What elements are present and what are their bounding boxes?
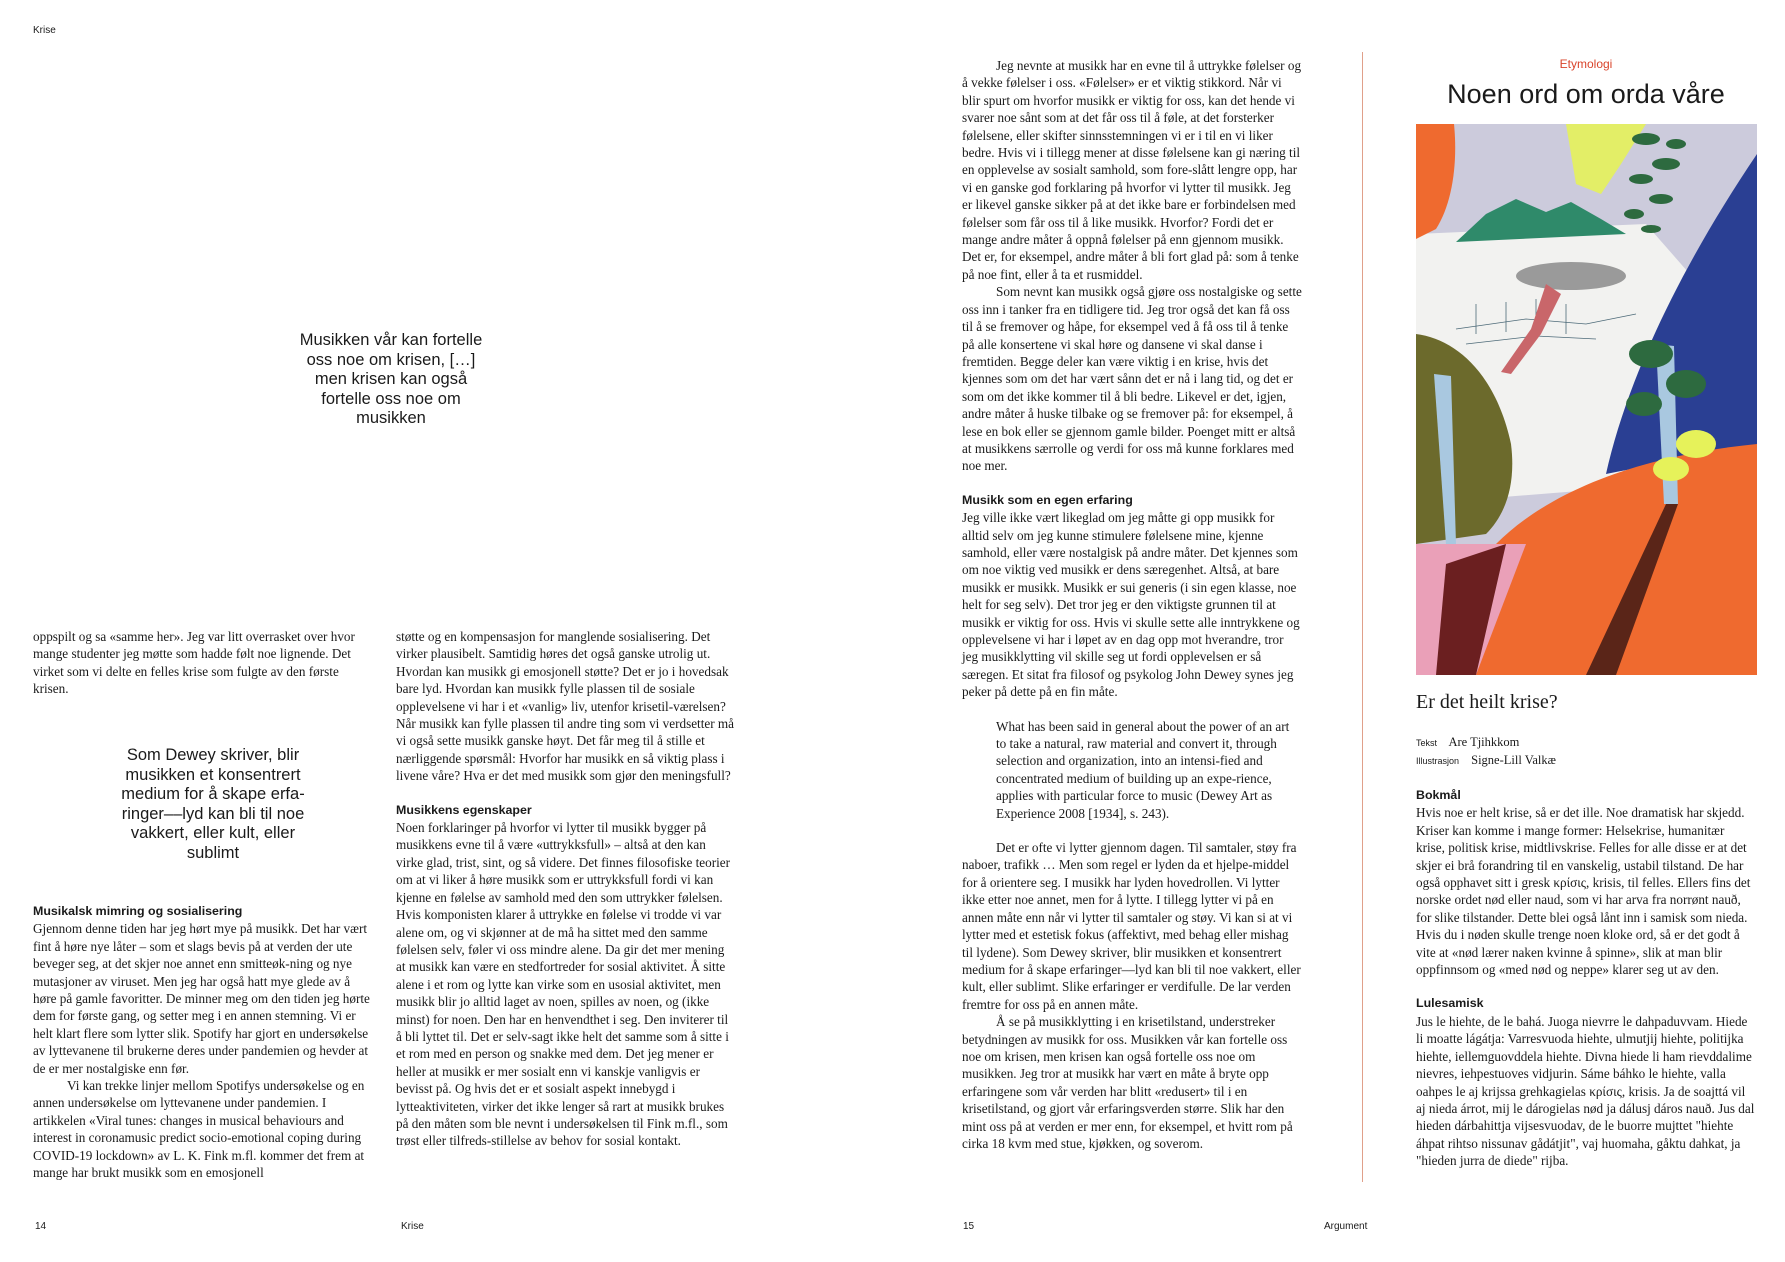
credit-name: Are Tjihkkom <box>1448 735 1520 749</box>
paragraph: Jeg ville ikke vært likeglad om jeg måtte gi opp musikk for alltid selv om jeg kunne stimulere følelsene mine, kjenne samhold, eller være nostalgisk på andre måter. Det kjennes som om noe viktig ved musikk er dens særegenhet. Altså, at bare musikk er musikk. Musikk er sui generis (i sin egen klasse, noe helt for seg selv). Det tror jeg er den viktigste grunnen til at musikk er viktig for oss. Hvis vi skulle sette alle inntrykkene og opplevelsene vi har i løpet av en dag opp mot hverandre, tror jeg musikklytting vil skille seg ut fordi opplevelsen er så særegen. Et sitat fra filosof og psykolog John Dewey synes jeg peker på dette på en fin måte. <box>962 510 1300 700</box>
section-heading: Musikk som en egen erfaring <box>962 492 1133 507</box>
illustration <box>1416 124 1757 675</box>
column-2 <box>396 628 736 1150</box>
credit-illustration <box>1416 752 1756 770</box>
block-quote: What has been said in general about the power of an art to take a natural, raw material and convert it, through selection and organization, into an intensi-fied and concentrated medium of building up an expe-rience, applies with particular force to music (Dewey Art as Experience 2008 [1934], s. 243). <box>996 718 1290 821</box>
column-3 <box>962 57 1302 1152</box>
folio-left: 14 <box>35 1221 47 1232</box>
paragraph: Gjennom denne tiden har jeg hørt mye på musikk. Det har vært fint å høre nye låter – som et slags bevis på at verden der ute beveger seg, at det skjer noe annet enn smitteøk-ning og nye mutasjoner av viruset. Men jeg har også hatt mye glede av å høre på gamle favoritter. De minner meg om den tiden jeg hørte dem for første gang, og setter meg i en annen stemning. Vi er helt klart flere som lytter slik. Spotify har gjort en undersøkelse av lyttevanene til brukerne deres under pandemien og hevder at de er mer nostalgiske enn før. <box>33 921 370 1076</box>
paragraph: Hvis noe er helt krise, så er det ille. Noe dramatisk har skjedd. Kriser kan komme i mange former: Helsekrise, humanitær krise, politisk krise, midtlivskrise. Felles for alle disse er at det skjer ei brå forandring til en vanskelig, ustabil tilstand. De har også opphavet sitt i gresk κρίσις, krisis, til felles. Ellers fins det norske ordet nød eller naud, som vi har arva fra norrønt nauð, for slike tilstander. Dette blei også lånt inn i samisk som nieda. Hvis du i nøden skulle trenge noen kloke ord, så er det godt å vite at «nød lærer naken kvinne å spinne», slik at man blir oppfinnsom og «med nød og neppe» klarer seg ut av den. <box>1416 805 1751 978</box>
spacer <box>962 701 1302 718</box>
sidebar-subtitle: Er det heilt krise? <box>1416 691 1558 713</box>
paragraph: oppspilt og sa «samme her». Jeg var litt overrasket over hvor mange studenter jeg møtte som hadde følt noe lignende. Det virket som vi delte en felles krise som fulgte av den første krisen. <box>33 629 355 697</box>
sidebar-credits <box>1416 734 1756 770</box>
spacer <box>1416 978 1756 995</box>
sidebar-body <box>1416 787 1756 1170</box>
spacer <box>962 475 1302 492</box>
paragraph: Vi kan trekke linjer mellom Spotifys undersøkelse og en annen undersøkelse om lyttevanene under pandemien. I artikkelen «Viral tunes: changes in musical behaviours and interest in coronamusic predict socio-emotional coping during COVID-19 lockdown» av L. K. Fink m.fl. kommer det frem at mange har brukt musikk som en emosjonell <box>33 1078 365 1181</box>
paragraph: Å se på musikklytting i en krisetilstand, understreker betydningen av musikk for oss. Musikken vår kan fortelle oss noe om krisen, men krisen kan også fortelle oss noe om musikken. Jeg tror at musikk har vært en måte å bryte opp erfaringene som vår verden har blitt «redusert» til i en krisetilstand, og gjort vår erfaringsverden større. Slik har den mint oss på at verden er mer enn, for eksempel, et hvitt rom på cirka 18 kvm med stue, kjøkken, og soverom. <box>962 1014 1293 1151</box>
paragraph: Det er ofte vi lytter gjennom dagen. Til samtaler, støy fra naboer, trafikk … Men som regel er lyden da et hjelpe-middel for å orientere seg. I musikk har lyden hovedrollen. Vi lytter ikke etter noe annet, men for å lytte. I tillegg lytter vi på en annen måte enn når vi lytter til samtaler og støy. Vi kan si at vi lytter med et estetisk fokus (affektivt, med behag eller mishag til lydene). Som Dewey skriver, blir musikken et konsentrert medium for å skape erfaringer––lyd kan bli til noe vakkert, eller kult, eller sublimt. Slike erfaringer er verdifulle. De lar verden fremtre for oss på en annen måte. <box>962 840 1301 1012</box>
section-heading: Musikkens egenskaper <box>396 802 532 817</box>
paragraph: støtte og en kompensasjon for manglende sosialisering. Det virker plausibelt. Samtidig høres det også ganske utrolig ut. Hvordan kan musikk gi emosjonell støtte? Det er jo i hovedsak bare lyd. Hvordan kan musikk fylle plassen til de sosiale opplevelsene vi har i et «vanlig» liv, utenfor krisetil-værelsen? Når musikk kan fylle plassen til andre ting som vi verdsetter må vi også sette musikk ganske høyt. Det får meg til å stille et nærliggende spørsmål: Hvorfor har musikk en så viktig plass i livene våre? Hva er det med musikk som gjør den meningsfull? <box>396 629 735 784</box>
paragraph: Jeg nevnte at musikk har en evne til å uttrykke følelser og å vekke følelser i oss. «Følelser» er et viktig stikkord. Når vi blir spurt om hvorfor musikk er viktig for oss, kan det hende vi svarer noe sånt som at det får oss til å føle, at det forsterker følelsene, eller skifter sinnsstemningen vi er i til en vi liker bedre. Hvis vi i tillegg mener at disse følelsene kan gi næring til en opplevelse av sosialt samhold, som fore-slått lengre opp, har vi en ganske god forklaring på hvorfor vi lytter til musikk. Jeg er likevel ganske sikker på at det ikke bare er forbindelsen med følelser som får oss til å like musikk. Hvorfor? Fordi det er mange andre måter å oppnå følelser på enn gjennom musikk. Det er, for eksempel, andre måter å bli fort glad på: som å tenke på noe fint, eller å ta et rusmiddel. <box>962 58 1302 282</box>
paragraph: Jus le hiehte, de le bahá. Juoga nievrre le dahpaduvvam. Hiede li moatte lágátja: Varresvuoda hiehte, ulmutjij hiehte, politijka hiehte, iellemguovddela hiehte. Divna hiede li ham rievddalime nievres, iehpestuoves vidjurin. Sáme báhko le hiehte, valla oahpes le aj krijssa grehkagielas κρίσις, krisis. Ja de soajttá vil aj nieda árrot, mij le dárogielas nød ja dálusj dáros nauð. Jus dal hieden dárbahittja vijsesvuodav, de le buorre mujttet "hiehte áhpat rihtso nissunav gådátjit", vaj huomaha, gåktu dahkat, ja "hieden jurra de diede" rijba. <box>1416 1013 1755 1169</box>
column-divider <box>1362 52 1363 1182</box>
pull-quote-2: Som Dewey skriver, blir musikken et konsentrert medium for å skape erfa-ringer––lyd kan bli til noe vakkert, eller kult, eller sublimt <box>121 746 305 862</box>
credit-text <box>1416 734 1756 752</box>
footer-section-right: Argument <box>1324 1221 1368 1232</box>
sidebar-kicker: Etymologi <box>1559 57 1613 71</box>
spacer <box>396 785 736 802</box>
credit-label: Illustrasjon <box>1416 756 1460 766</box>
running-head: Krise <box>33 25 56 36</box>
section-heading: Lulesamisk <box>1416 996 1484 1011</box>
spacer <box>962 822 1302 839</box>
section-heading: Musikalsk mimring og sosialisering <box>33 904 243 918</box>
credit-label: Tekst <box>1416 738 1438 748</box>
paragraph: Som nevnt kan musikk også gjøre oss nostalgiske og sette oss inn i tanker fra en tidligere tid. Jeg tror også det kan få oss til å se fremover og håpe, for eksempel ved å få oss til å tenke på alle konsertene vi skal høre og dansene vi skal danse i fremtiden. Begge deler kan være viktig i en krise, hvis det kjennes som om det har vært sånn det er nå i lang tid, og det er som om det ikke kommer til å bli bedre. Likevel er det, igjen, andre måter å huske tilbake og se fremover på: for eksempel, å lese en bok eller se gjennom gamle bilder. Poenget mitt er altså at musikkens særrolle og verdi for oss må kunne forklares med noe mer. <box>962 284 1302 474</box>
sidebar-title: Noen ord om orda våre <box>1447 79 1725 109</box>
section-heading: Bokmål <box>1416 788 1461 802</box>
folio-right: 15 <box>963 1221 975 1232</box>
landscape-illustration <box>1416 124 1757 675</box>
paragraph: Noen forklaringer på hvorfor vi lytter til musikk bygger på musikkens evne til å være «uttrykksfull» – altså at den kan virke glad, trist, sint, og så videre. Det finnes filosofiske teorier om at vi liker å høre musikk som er uttrykksfull fordi vi kan kjenne en følelse av samhold med den som uttrykker følelsen. Hvis komponisten klarer å uttrykke en følelse vi trodde vi var alene om, og vi skjønner at de må ha sittet med den samme følelsen selv, føler vi oss mindre alene. Da gir det mer mening at musikk kan være en stedfortreder for sosial aktivitet. Å sitte alene i et rom og lytte kan virke som en usosial aktivitet, men musikk blir jo alltid laget av noen, spilles av noen, og (ikke minst) for noen. Den har en henvendthet i seg. Den inviterer til å bli lyttet til. Det er selv-sagt ikke helt det samme som å sitte i et rom med en person og snakke med dem. Det jeg mener er heller at musikk er mer sosialt enn vi kanskje vanligvis er bevisst på. Og hvis det er et sosialt aspekt innebygd i lytteaktiviteten, virker det ikke lenger så rart at musikk brukes på den måten som ble nevnt i undersøkelsen til Fink m.fl., som trøst eller tilfreds-stillelse av behov for sosial kontakt. <box>396 820 731 1149</box>
footer-section-left: Krise <box>401 1221 424 1232</box>
column-1-top <box>33 628 373 698</box>
pull-quote-1: Musikken vår kan fortelle oss noe om krisen, […] men krisen kan også fortelle oss noe om musikken <box>299 331 483 428</box>
credit-name: Signe-Lill Valkæ <box>1471 753 1556 767</box>
column-1-bottom <box>33 903 373 1182</box>
